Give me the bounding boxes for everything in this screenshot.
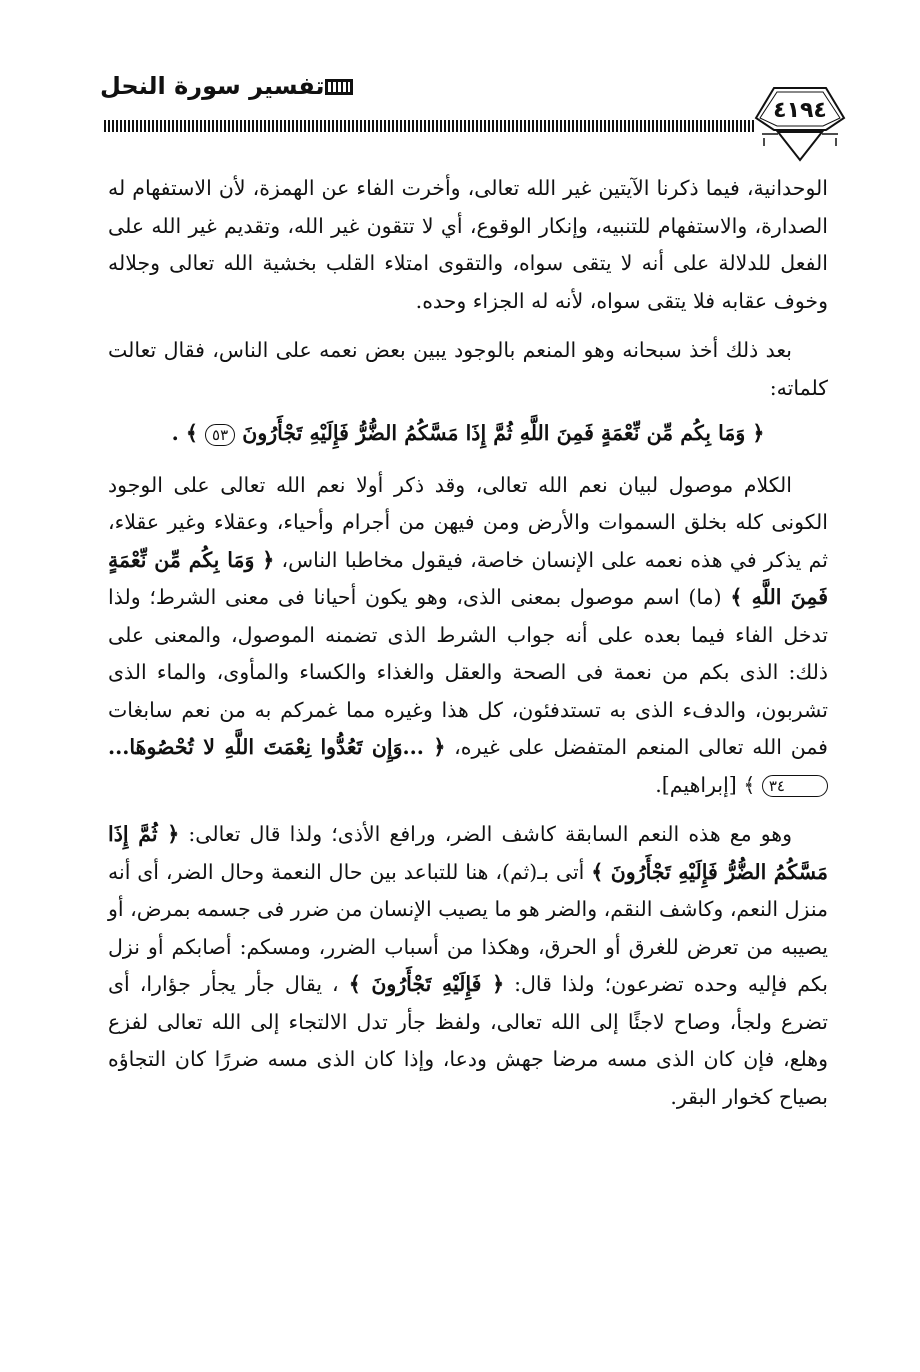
paragraph-3-part-2: (ما) اسم موصول بمعنى الذى، وهو يكون أحيانا فى معنى الشرط؛ ولذا تدخل الفاء فيما بعده على أنه جواب الشرط الذى تضمنه الموصول، والمعنى على ذلك: الذى بكم من نعمة فى الصحة والعقل والغذاء والكساء والمأوى، والماء الذى تشربون، والدفء الذى به تستدفئون، كل هذا وغيره مما غمركم به من نعم سابغات فمن الله تعالى المنعم المتفضل على غيره، xyxy=(108,585,828,759)
paragraph-4-part-1: وهو مع هذه النعم السابقة كاشف الضر، ورافع الأذى؛ ولذا قال تعالى: xyxy=(188,822,792,846)
paragraph-1: الوحدانية، فيما ذكرنا الآيتين غير الله تعالى، وأخرت الفاء عن الهمزة، لأن الاستفهام له الصدارة، والاستفهام للتنبيه، وإنكار الوقوع، أي لا تتقون غير الله، وتقديم غير الله على الفعل للدلالة على أنه لا يتقى سواه، والتقوى امتلاء القلب بخشية الله تعالى وجلاله وخوف عقابه فلا يتقى سواه، لأنه له الجزاء وحده. xyxy=(108,176,828,313)
quran-quote-2: ﴿ ...وَإِن تَعُدُّوا نِعْمَتَ اللَّهِ لا تُحْصُوهَا... xyxy=(108,735,446,759)
verse-text: وَمَا بِكُم مِّن نِّعْمَةٍ فَمِنَ اللَّهِ ثُمَّ إِذَا مَسَّكُمُ الضُّرُّ فَإِلَيْهِ تَجْأَرُونَ xyxy=(242,421,746,445)
ornament-icon xyxy=(322,76,356,98)
page-number: ٤١٩٤ xyxy=(773,98,827,123)
running-title: تفسير سورة النحل xyxy=(100,72,325,100)
paragraph-4-part-2: أتى بـ(ثم)، هنا للتباعد بين حال النعمة وحال الضر، أى أنه منزل النعم، وكاشف النقم، والضر هو ما يصيب الإنسان من ضرر فى جسمه بمرض، أو يصيبه من تعرض للغرق أو الحرق، وهكذا من أسباب الضرر، ومسكم: أصابكم أو نزل بكم فإليه وحده تضرعون؛ ولذا قال: xyxy=(108,859,828,996)
paragraph-3 xyxy=(108,467,828,805)
quran-quote-4: ﴿ فَإِلَيْهِ تَجْأَرُونَ ﴾ xyxy=(348,972,505,996)
page-number-badge-icon xyxy=(752,82,848,164)
header-rule xyxy=(104,120,754,132)
paragraph-3-part-1: الكلام موصول لبيان نعم الله تعالى، وقد ذكر أولا نعم الله تعالى على الوجود الكونى كله بخلق السموات والأرض ومن فيهن من أجرام وأحياء، وعقلاء وغير عقلاء، ثم يذكر في هذه نعمه على الإنسان خاصة، فيقول مخاطبا الناس، xyxy=(108,472,828,572)
paragraph-4 xyxy=(108,816,828,1116)
quote-close-bracket: ﴾ xyxy=(743,772,756,797)
paragraph-2: بعد ذلك أخذ سبحانه وهو المنعم بالوجود يبين بعض نعمه على الناس، فقال تعالت كلماته: xyxy=(108,338,828,400)
surah-reference: [إبراهيم]. xyxy=(655,772,737,797)
verse-open-bracket: ﴿ xyxy=(752,421,765,445)
quran-quote-3: ﴿ ثُمَّ إِذَا مَسَّكُمُ الضُّرُّ فَإِلَيْهِ تَجْأَرُونَ ﴾ xyxy=(108,822,828,884)
body-text xyxy=(108,170,828,1128)
quran-quote-1: ﴿ وَمَا بِكُم مِّن نِّعْمَةٍ فَمِنَ اللَّهِ ﴾ xyxy=(108,547,828,609)
verse-block xyxy=(108,415,828,453)
verse-close-bracket: ﴾ . xyxy=(171,421,198,445)
ayah-number: ٥٣ xyxy=(205,424,235,446)
ayah-number: ٣٤ xyxy=(762,775,828,797)
paragraph-4-part-3: ، يقال جأر يجأر جؤارا، أى تضرع ولجأ، وصاح لاجئًا إلى الله تعالى، ولفظ جأر تدل الالتجاء إلى الله تعالى لفزع وهلع، فإن كان الذى مسه مرضا جهش ودعا، وإذا كان الذى مسه ضررًا كان التجاؤه بصياح كخوار البقر. xyxy=(108,972,828,1109)
